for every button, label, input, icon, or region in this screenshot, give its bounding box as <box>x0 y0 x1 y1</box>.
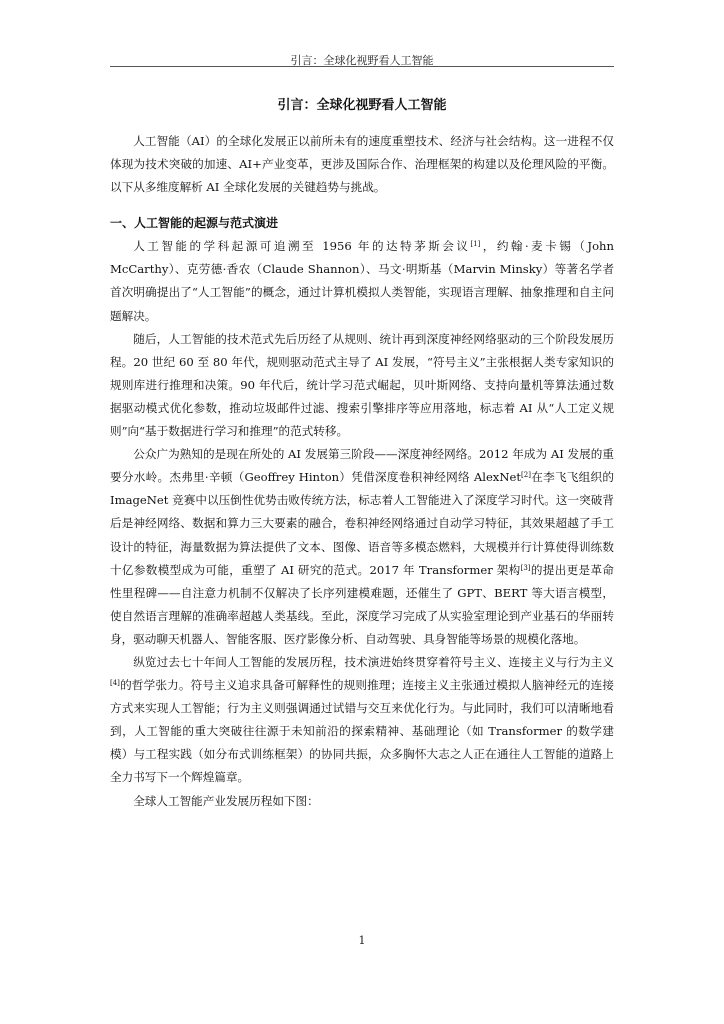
paragraph-figure-lead: 全球人工智能产业发展历程如下图： <box>133 793 319 808</box>
paragraph-deep-learning <box>110 443 614 651</box>
paragraph-paradigms: 随后，人工智能的技术范式先后历经了从规则、统计再到深度神经网络驱动的三个阶段发展历程。20 世纪 60 至 80 年代，规则驱动范式主导了 AI 发展，“符号主义”主张根据人类专家知识的规则库进行推理和决策。90 年代后，统计学习范式崛起，贝叶斯网络、支持向量机等算法通过数据驱动模式优化参数，推动垃圾邮件过滤、搜索引擎排序等应用落地，标志着 AI 从“人工定义规则”向“基于数据进行学习和推理”的范式转移。 <box>110 331 614 439</box>
paragraph-review-text-a: 纵览过去七十年间人工智能的发展历程，技术演进始终贯穿着符号主义、连接主义与行为主义 <box>133 654 614 669</box>
running-header: 引言：全球化视野看人工智能 <box>290 54 434 67</box>
paragraph-deep-learning-text-c: 的提出更是革命性里程碑——自注意力机制不仅解决了长序列建模难题，还催生了 GPT、BERT 等大语言模型，使自然语言理解的准确率超越人类基线。至此，深度学习完成了从实验室理论到产业基石的华丽转身，驱动聊天机器人、智能客服、医疗影像分析、自动驾驶、具身智能等场景的规模化落地。 <box>110 562 614 646</box>
paragraph-deep-learning-text-a: 公众广为熟知的是现在所处的 AI 发展第三阶段——深度神经网络。2012 年成为 AI 发展的重要分水岭。杰弗里·辛顿（Geoffrey Hinton）凭借深度卷积神经网络 AlexNet <box>110 447 614 485</box>
document-title: 引言：全球化视野看人工智能 <box>277 98 447 113</box>
paragraph-deep-learning-text-b: 在李飞飞组织的 ImageNet 竞赛中以压倒性优势击败传统方法，标志着人工智能进入了深度学习时代。这一突破背后是神经网络、数据和算力三大要素的融合，卷积神经网络通过自动学习特征，其效果超越了手工设计的特征，海量数据为算法提供了文本、图像、语音等多模态燃料，大规模并行计算使得训练数十亿参数模型成为可能，重塑了 AI 研究的范式。2017 年 Transformer 架构 <box>110 470 614 577</box>
page-number: 1 <box>358 934 366 947</box>
citation-ref-1: [1] <box>470 240 481 249</box>
section-heading: 一、人工智能的起源与范式演进 <box>110 216 279 231</box>
citation-ref-4: [4] <box>110 679 120 688</box>
paragraph-review-text-b: 的哲学张力。符号主义追求具备可解释性的规则推理；连接主义主张通过模拟人脑神经元的连接方式来实现人工智能；行为主义则强调通过试错与交互来优化行为。与此同时，我们可以清晰地看到，人工智能的重大突破往往源于未知前沿的探索精神、基础理论（如 Transformer 的数学建模）与工程实践（如分布式训练框架）的协同共振，众多胸怀大志之人正在通往人工智能的道路上全力书写下一个辉煌篇章。 <box>110 678 614 785</box>
paragraph-origin-text-a: 人工智能的学科起源可追溯至 1956 年的达特茅斯会议 <box>133 239 471 254</box>
paragraph-origin <box>110 235 614 327</box>
header-rule <box>110 66 614 67</box>
citation-ref-2: [2] <box>521 471 531 480</box>
paragraph-origin-text-b: ，约翰·麦卡锡（John McCarthy）、克劳德·香农（Claude Shannon）、马文·明斯基（Marvin Minsky）等著名学者首次明确提出了“人工智能”的概念，通过计算机模拟人类智能，实现语言理解、抽象推理和自主问题解决。 <box>110 239 614 323</box>
citation-ref-3: [3] <box>520 563 531 572</box>
document-body <box>110 96 614 813</box>
paragraph-review <box>110 651 614 790</box>
intro-paragraph: 人工智能（AI）的全球化发展正以前所未有的速度重塑技术、经济与社会结构。这一进程不仅体现为技术突破的加速、AI+产业变革，更涉及国际合作、治理框架的构建以及伦理风险的平衡。以下从多维度解析 AI 全球化发展的关键趋势与挑战。 <box>110 134 614 195</box>
